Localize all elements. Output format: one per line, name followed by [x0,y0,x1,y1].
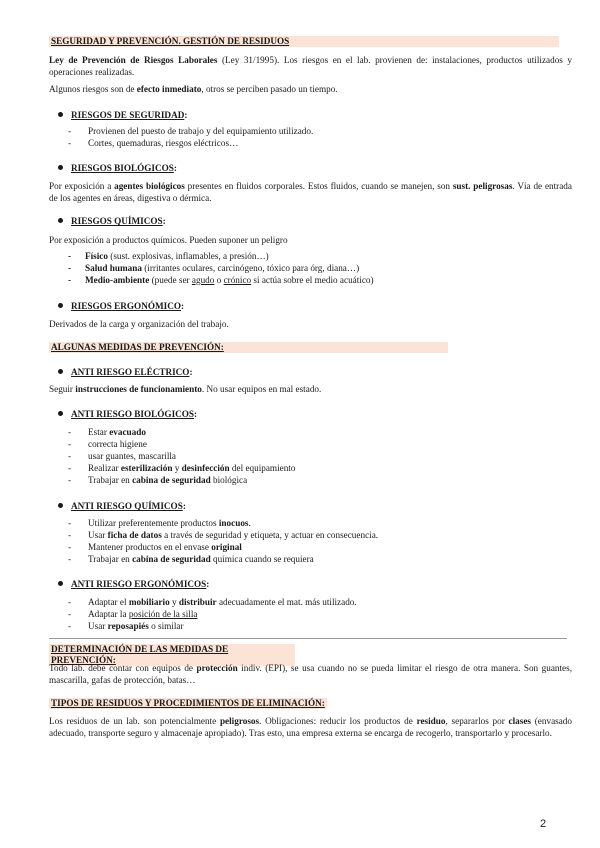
text-a: Trabajar en [88,475,133,485]
list-item: - Trabajar en cabina de seguridad química cuando se requiera [68,554,314,564]
text-c: o similar [148,621,184,631]
text-a: Adaptar el [88,597,129,607]
text-c: química cuando se requiera [210,554,314,564]
text-c: a través de seguridad y etiqueta, y actuar en consecuencia. [161,530,379,540]
heading-anti-ergonomicos: ANTI RIESGO ERGONÓMICOS: [58,578,209,590]
heading-text: ANTI RIESGO ELÉCTRICO [71,367,190,377]
text-a: Los residuos de un lab. son potencialmente [49,716,220,726]
heading-text: ANTI RIESGO BIOLÓGICOS [71,409,195,419]
bullet-icon [58,112,63,117]
biologicos-paragraph [49,180,572,204]
effects-text-c: , otros se perciben pasado un tiempo. [201,84,338,94]
text-a: Adaptar la [88,609,129,619]
list-item: - Provienen del puesto de trabajo y del equipamiento utilizado. [68,126,314,136]
text-c: presentes en fluidos corporales. Estos fluidos, cuando se manejen, son [184,181,453,191]
determinacion-title-text: DETERMINACIÓN DE LAS MEDIDAS DE PREVENCIÓN: [51,644,229,665]
heading-text: RIESGOS DE SEGURIDAD [71,110,185,120]
divider [49,638,567,639]
text-b: Físico [85,251,108,261]
text-g: (envasado adecuado, transporte seguro y almacenaje apropiado). Tras esto, una empresa externa se encarga de recogerlo, transportarlo y procesarlo. [49,716,572,738]
text-a: (sust. explosivas, inflamables, a presión…) [107,251,269,261]
heading-riesgos-ergonomico: RIESGOS ERGONÓMICO: [58,300,184,312]
residuos-title [49,698,327,709]
section-title [49,36,559,47]
heading-text: RIESGOS QUÍMICOS [71,216,163,226]
text-a: (irritantes oculares, carcinógeno, tóxico para órg, diana…) [141,263,360,273]
text-c: y [172,463,182,473]
list-item: - Adaptar la posición de la silla [68,609,198,619]
list-item: - Físico (sust. explosivas, inflamables, a presión…) [68,251,269,261]
determinacion-paragraph [49,662,572,686]
quimicos-intro-text: Por exposición a productos químicos. Pueden suponer un peligro [49,235,288,245]
text-a: Seguir [49,384,76,394]
text-b: ficha de datos [107,530,162,540]
text-b: Salud humana [85,263,142,273]
residuos-title-text: TIPOS DE RESIDUOS Y PROCEDIMIENTOS DE ELIMINACIÓN: [51,698,325,708]
list-item: - Salud humana (irritantes oculares, carcinógeno, tóxico para órg, diana…) [68,263,360,273]
text-c: biológica [210,475,248,485]
list-item: - Usar reposapiés o similar [68,621,184,631]
text-a: Por exposición a [49,181,115,191]
text-c: . No usar equipos en mal estado. [201,384,322,394]
law-name: Ley de Prevención de Riesgos Laborales [49,55,218,65]
ergonomico-text: Derivados de la carga y organización del trabajo. [49,319,229,329]
text-a: (puede ser [149,275,192,285]
effects-text-b: efecto inmediato [136,84,202,94]
text-e: crónico [223,275,252,285]
quimicos-intro [49,234,572,246]
bullet-icon [58,218,63,223]
text-c: . Obligaciones: reducir los productos de [259,716,417,726]
electrico-paragraph [49,383,572,395]
text-a: Mantener productos en el envase [88,542,212,552]
list-item: - Utilizar preferentemente productos inocuos. [68,518,251,528]
list-item: - correcta higiene [68,439,147,449]
bullet-icon [58,503,63,508]
heading-text: ANTI RIESGO QUÍMICOS [71,501,183,511]
text-d: distribuir [178,597,217,607]
heading-riesgos-biologicos: RIESGOS BIOLÓGICOS: [58,162,177,174]
list-item: - Medio-ambiente (puede ser agudo o crónico si actúa sobre el medio acuático) [68,275,374,285]
text-a: Utilizar preferentemente productos [88,518,219,528]
text-b: posición de la silla [128,609,198,619]
text-a: Trabajar en [88,554,133,564]
list-item-text: Cortes, quemaduras, riesgos eléctricos… [88,138,239,148]
text-d: desinfección [181,463,230,473]
bullet-icon [58,411,63,416]
text-e: del equipamiento [229,463,296,473]
list-item: - Adaptar el mobiliario y distribuir adecuadamente el mat. más utilizado. [68,597,357,607]
intro-text: (Ley 31/1995). Los riesgos en el lab. provienen de: instalaciones, productos utilizados y operaciones realizadas. [49,55,572,77]
text-b: evacuado [109,427,146,437]
text-c: y [169,597,179,607]
text-b: agentes biológicos [114,181,185,191]
list-item: - Trabajar en cabina de seguridad biológica [68,475,248,485]
text-f: si actúa sobre el medio acuático) [251,275,374,285]
text-b: Medio-ambiente [85,275,150,285]
text-d: o [214,275,224,285]
text-d: residuo [416,716,446,726]
text-c: . [248,518,251,528]
text-a: Estar [88,427,110,437]
list-item: - usar guantes, mascarilla [68,451,177,461]
text-b: inocuos [218,518,249,528]
list-item-text: Provienen del puesto de trabajo y del equipamiento utilizado. [88,126,314,136]
heading-text: RIESGOS BIOLÓGICOS [71,163,174,173]
text-a: Usar [88,621,108,631]
list-item: - Mantener productos en el envase original [68,542,242,552]
text-b: esterilización [120,463,173,473]
effects-paragraph [49,83,572,95]
text-d: sust. peligrosas [452,181,513,191]
text-b: cabina de seguridad [132,554,211,564]
heading-anti-electrico: ANTI RIESGO ELÉCTRICO: [58,366,193,378]
page-number: 2 [540,818,547,830]
list-item: - Usar ficha de datos a través de seguridad y etiqueta, y actuar en consecuencia. [68,530,379,540]
heading-text: RIESGOS ERGONÓMICO [71,301,182,311]
effects-text-a: Algunos riesgos son de [49,84,137,94]
list-item: - Cortes, quemaduras, riesgos eléctricos… [68,138,239,148]
text-c: indiv. (EPI), se usa cuando no se pueda limitar el riesgo de otra manera. Son guantes, mascarilla, gafas de protección, batas… [49,663,573,685]
medidas-title [49,342,448,353]
medidas-title-text: ALGUNAS MEDIDAS DE PREVENCIÓN: [51,342,224,352]
heading-text: ANTI RIESGO ERGONÓMICOS [71,579,207,589]
bullet-icon [58,369,63,374]
text-a: Realizar [88,463,121,473]
text-b: instrucciones de funcionamiento [75,384,202,394]
text-a: correcta higiene [88,439,147,449]
list-item: - Estar evacuado [68,427,146,437]
text-b: protección [196,663,238,673]
heading-riesgos-quimicos: RIESGOS QUÍMICOS: [58,215,166,227]
text-b: peligrosos [219,716,260,726]
text-b: cabina de seguridad [132,475,211,485]
bullet-icon [58,303,63,308]
text-e: adecuadamente el mat. más utilizado. [216,597,357,607]
text-e: , separarlos por [445,716,509,726]
heading-riesgos-seguridad: RIESGOS DE SEGURIDAD: [58,109,187,121]
bullet-icon [58,165,63,170]
section-title-text: SEGURIDAD Y PREVENCIÓN. GESTIÓN DE RESIDUOS [51,36,290,46]
text-a: Todo lab. debe contar con equipos de [49,663,197,673]
heading-anti-biologicos: ANTI RIESGO BIOLÓGICOS: [58,408,197,420]
residuos-paragraph [49,715,572,739]
bullet-icon [58,581,63,586]
heading-anti-quimicos: ANTI RIESGO QUÍMICOS: [58,500,186,512]
list-item: - Realizar esterilización y desinfección del equipamiento [68,463,296,473]
text-a: usar guantes, mascarilla [88,451,177,461]
text-b: original [211,542,242,552]
text-e: . Vía de entrada de los agentes en áreas, digestiva o dérmica. [49,181,572,203]
text-b: mobiliario [128,597,170,607]
ergonomico-paragraph [49,318,572,330]
text-b: reposapiés [107,621,149,631]
text-a: Usar [88,530,108,540]
intro-paragraph [49,54,572,78]
text-f: clases [508,716,531,726]
text-c: agudo [191,275,215,285]
